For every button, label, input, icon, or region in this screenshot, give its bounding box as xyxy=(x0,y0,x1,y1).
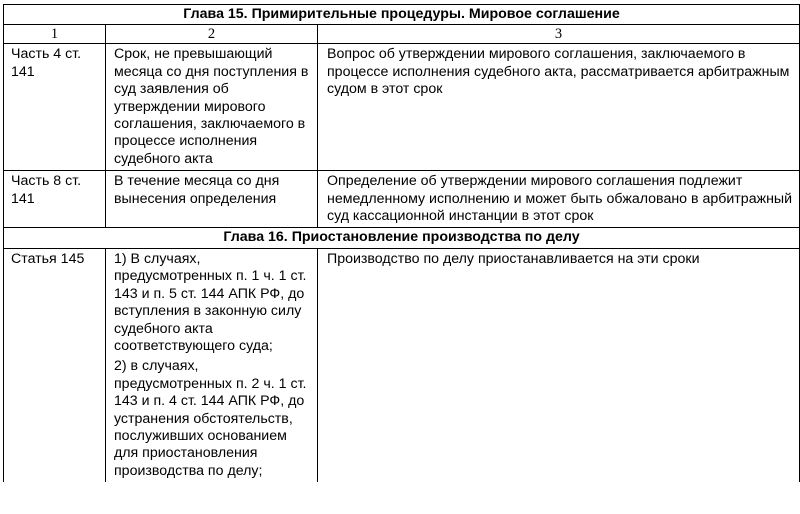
content-cell: Определение об утверждении мирового соглашения подлежит немедленному исполнению и может быть обжаловано в арбитражный суд кассационной инстанции в этот срок xyxy=(318,171,800,228)
term-cell xyxy=(106,248,318,482)
term-item: 2) в случаях, предусмотренных п. 2 ч. 1 ст. 143 и п. 4 ст. 144 АПК РФ, до устранения обстоятельств, послуживших основанием для приостановления производства по делу; xyxy=(114,358,307,479)
table-row xyxy=(4,44,800,171)
deadlines-table xyxy=(3,4,800,482)
chapter-header-row xyxy=(4,228,800,248)
column-number-3: 3 xyxy=(318,25,800,44)
article-cell: Часть 8 ст. 141 xyxy=(4,171,106,228)
term-cell: Срок, не превышающий месяца со дня поступления в суд заявления об утверждении мирового соглашения, заключаемого в процессе исполнения судебного акта xyxy=(106,44,318,171)
table-row xyxy=(4,171,800,228)
content-cell: Вопрос об утверждении мирового соглашения, заключаемого в процессе исполнения судебного акта, рассматривается арбитражным судом в этот срок xyxy=(318,44,800,171)
term-cell: В течение месяца со дня вынесения определения xyxy=(106,171,318,228)
term-item: 1) В случаях, предусмотренных п. 1 ч. 1 ст. 143 и п. 5 ст. 144 АПК РФ, до вступления в законную силу судебного акта соответствующего суда; xyxy=(114,250,307,354)
chapter-15-title: Глава 15. Примирительные процедуры. Мировое соглашение xyxy=(4,5,800,25)
chapter-header-row xyxy=(4,5,800,25)
document-page xyxy=(3,4,799,482)
column-number-1: 1 xyxy=(4,25,106,44)
column-number-row xyxy=(4,25,800,44)
article-cell: Статья 145 xyxy=(4,248,106,482)
article-cell: Часть 4 ст. 141 xyxy=(4,44,106,171)
chapter-16-title: Глава 16. Приостановление производства по делу xyxy=(4,228,800,248)
column-number-2: 2 xyxy=(106,25,318,44)
content-cell: Производство по делу приостанавливается на эти сроки xyxy=(318,248,800,482)
table-row xyxy=(4,248,800,482)
